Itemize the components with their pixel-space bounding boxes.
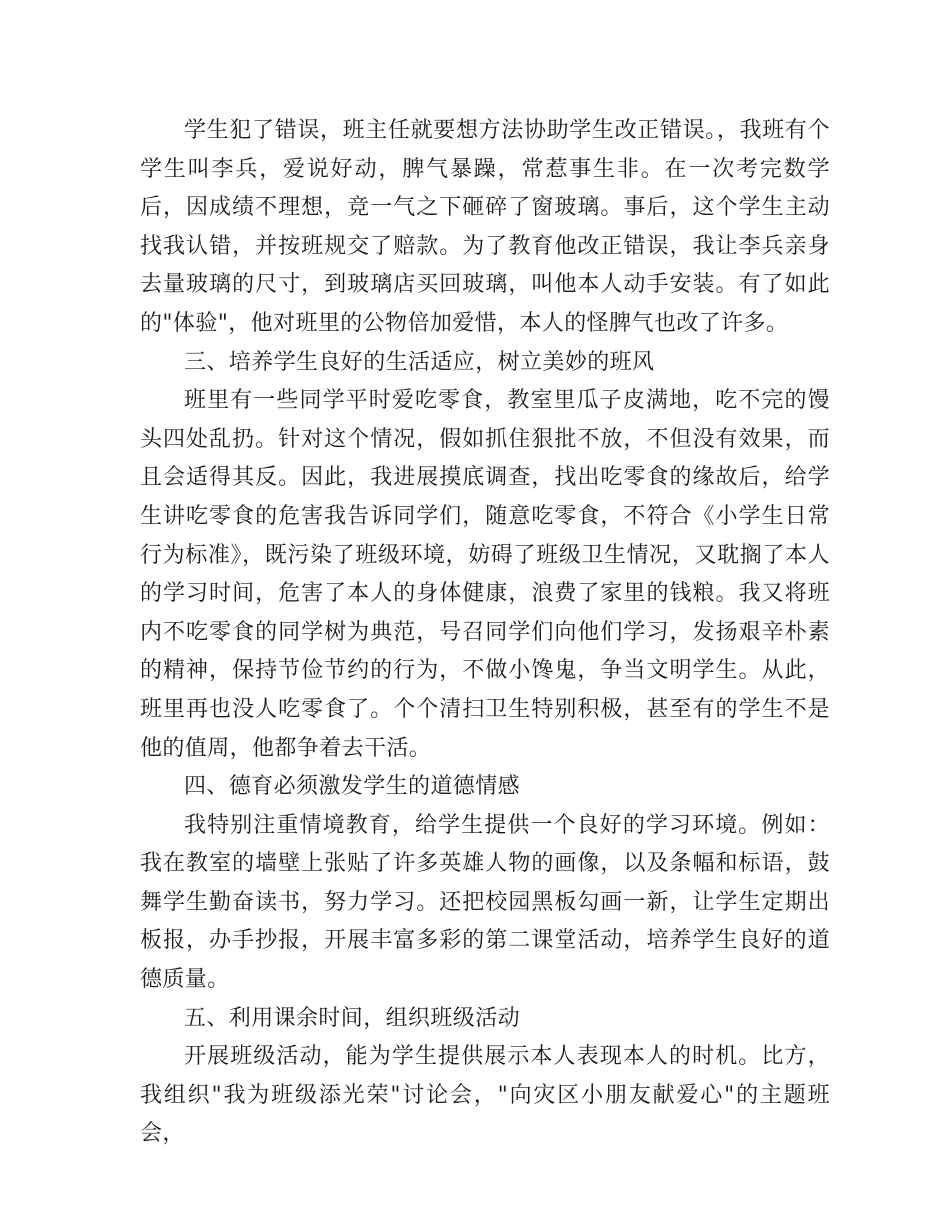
document-body xyxy=(140,112,830,1154)
section-heading-five: 五、利用课余时间，组织班级活动 xyxy=(184,1005,521,1031)
paragraph-correcting-mistakes: 学生犯了错误，班主任就要想方法协助学生改正错误。，我班有个学生叫李兵，爱说好动，脾气暴躁，常惹事生非。在一次考完数学后，因成绩不理想，竞一气之下砸碎了窗玻璃。事后，这个学生主动找我认错，并按班规交了赔款。为了教育他改正错误，我让李兵亲身去量玻璃的尺寸，到玻璃店买回玻璃，叫他本人动手安装。有了如此的"体验"，他对班里的公物倍加爱惜，本人的怪脾气也改了许多。 xyxy=(140,118,830,336)
paragraph-moral-education: 我特别注重情境教育，给学生提供一个良好的学习环境。例如：我在教室的墙壁上张贴了许多英雄人物的画像，以及条幅和标语，鼓舞学生勤奋读书，努力学习。还把校园黑板勾画一新，让学生定期出板报，办手抄报，开展丰富多彩的第二课堂活动，培养学生良好的道德质量。 xyxy=(140,812,830,993)
paragraph-snacks: 班里有一些同学平时爱吃零食，教室里瓜子皮满地，吃不完的馒头四处乱扔。针对这个情况，假如抓住狠批不放，不但没有效果，而且会适得其反。因此，我进展摸底调查，找出吃零食的缘故后，给学生讲吃零食的危害我告诉同学们，随意吃零食，不符合《小学生日常行为标准》，既污染了班级环境，妨碍了班级卫生情况，又耽搁了本人的学习时间，危害了本人的身体健康，浪费了家里的钱粮。我又将班内不吃零食的同学树为典范，号召同学们向他们学习，发扬艰辛朴素的精神，保持节俭节约的行为，不做小馋鬼，争当文明学生。从此，班里再也没人吃零食了。个个清扫卫生特别积极，甚至有的学生不是他的值周，他都争着去干活。 xyxy=(140,388,830,761)
section-heading-three: 三、培养学生良好的生活适应，树立美妙的班风 xyxy=(184,349,655,375)
section-heading-four: 四、德育必须激发学生的道德情感 xyxy=(184,774,521,800)
paragraph-class-activities: 开展班级活动，能为学生提供展示本人表现本人的时机。比方，我组织"我为班级添光荣"讨论会，"向灾区小朋友献爱心"的主题班会， xyxy=(140,1044,830,1147)
